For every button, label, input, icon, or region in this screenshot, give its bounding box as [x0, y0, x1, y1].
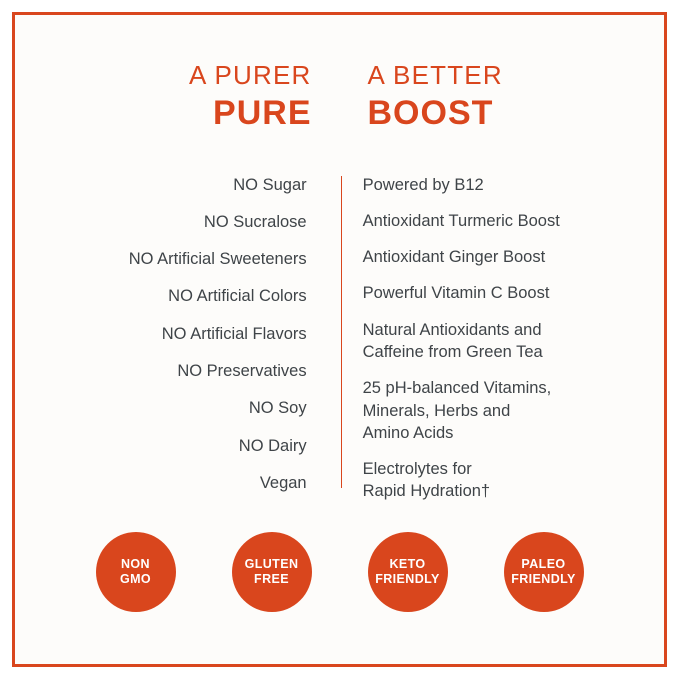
- list-item-line: NO Dairy: [238, 436, 307, 455]
- list-item: [363, 174, 638, 196]
- badge-line: FREE: [254, 572, 289, 586]
- list-item-line: Powered by B12: [362, 175, 484, 194]
- list-item: [41, 360, 307, 382]
- list-item: [363, 282, 638, 304]
- claims-lists: [41, 174, 638, 517]
- left-column-heading: [41, 61, 340, 134]
- list-item-line: NO Sucralose: [203, 212, 307, 231]
- list-item-line: NO Sugar: [233, 175, 307, 194]
- list-item: [41, 472, 307, 494]
- list-item: [363, 377, 638, 444]
- right-column-heading: [340, 61, 639, 134]
- badge-keto-friendly: [368, 532, 448, 612]
- list-item-line: Antioxidant Turmeric Boost: [362, 211, 560, 230]
- list-item: [41, 323, 307, 345]
- list-item: [41, 397, 307, 419]
- list-item-line: Natural Antioxidants and: [362, 320, 542, 339]
- list-item-line: NO Artificial Sweeteners: [128, 250, 307, 269]
- badge-non-gmo: [96, 532, 176, 612]
- right-heading-line1: A BETTER: [367, 60, 503, 90]
- list-item-line: Vegan: [259, 473, 307, 492]
- list-item-line: NO Artificial Flavors: [161, 324, 307, 343]
- list-item-line: Caffeine from Green Tea: [362, 343, 543, 362]
- right-heading-line2: BOOST: [367, 93, 494, 132]
- boost-claims-list: [335, 174, 638, 517]
- list-item-line: Antioxidant Ginger Boost: [362, 248, 546, 267]
- list-item: [41, 211, 307, 233]
- badge-paleo-friendly: [504, 532, 584, 612]
- list-item-line: Rapid Hydration†: [362, 482, 491, 501]
- list-item-line: Electrolytes for: [362, 460, 472, 479]
- product-claims-panel: [12, 12, 667, 667]
- badge-line: FRIENDLY: [511, 572, 576, 586]
- list-item-line: Minerals, Herbs and: [362, 401, 511, 420]
- badge-line: PALEO: [521, 556, 566, 571]
- badge-line: GLUTEN: [244, 556, 299, 571]
- list-item-line: NO Preservatives: [177, 362, 307, 381]
- panel-inner: [15, 15, 664, 664]
- list-item-line: Powerful Vitamin C Boost: [362, 284, 550, 303]
- badge-gluten-free: [232, 532, 312, 612]
- badge-line: GMO: [119, 572, 152, 586]
- pure-claims-list: [41, 174, 335, 517]
- list-item-line: NO Soy: [248, 399, 307, 418]
- vertical-divider: [341, 176, 342, 488]
- badge-line: NON: [121, 556, 150, 571]
- certification-badges: [15, 532, 664, 612]
- list-item: [363, 246, 638, 268]
- list-item-line: Amino Acids: [362, 423, 454, 442]
- list-item-line: 25 pH-balanced Vitamins,: [362, 379, 552, 398]
- list-item: [41, 174, 307, 196]
- list-item: [363, 458, 638, 503]
- list-item: [363, 210, 638, 232]
- left-heading-line1: A PURER: [188, 60, 312, 90]
- list-item: [41, 435, 307, 457]
- list-item: [363, 319, 638, 364]
- headings-row: [41, 61, 638, 134]
- left-heading-line2: PURE: [213, 93, 312, 132]
- badge-line: KETO: [389, 556, 426, 571]
- list-item: [41, 285, 307, 307]
- list-item: [41, 248, 307, 270]
- list-item-line: NO Artificial Colors: [168, 287, 307, 306]
- badge-line: FRIENDLY: [375, 572, 440, 586]
